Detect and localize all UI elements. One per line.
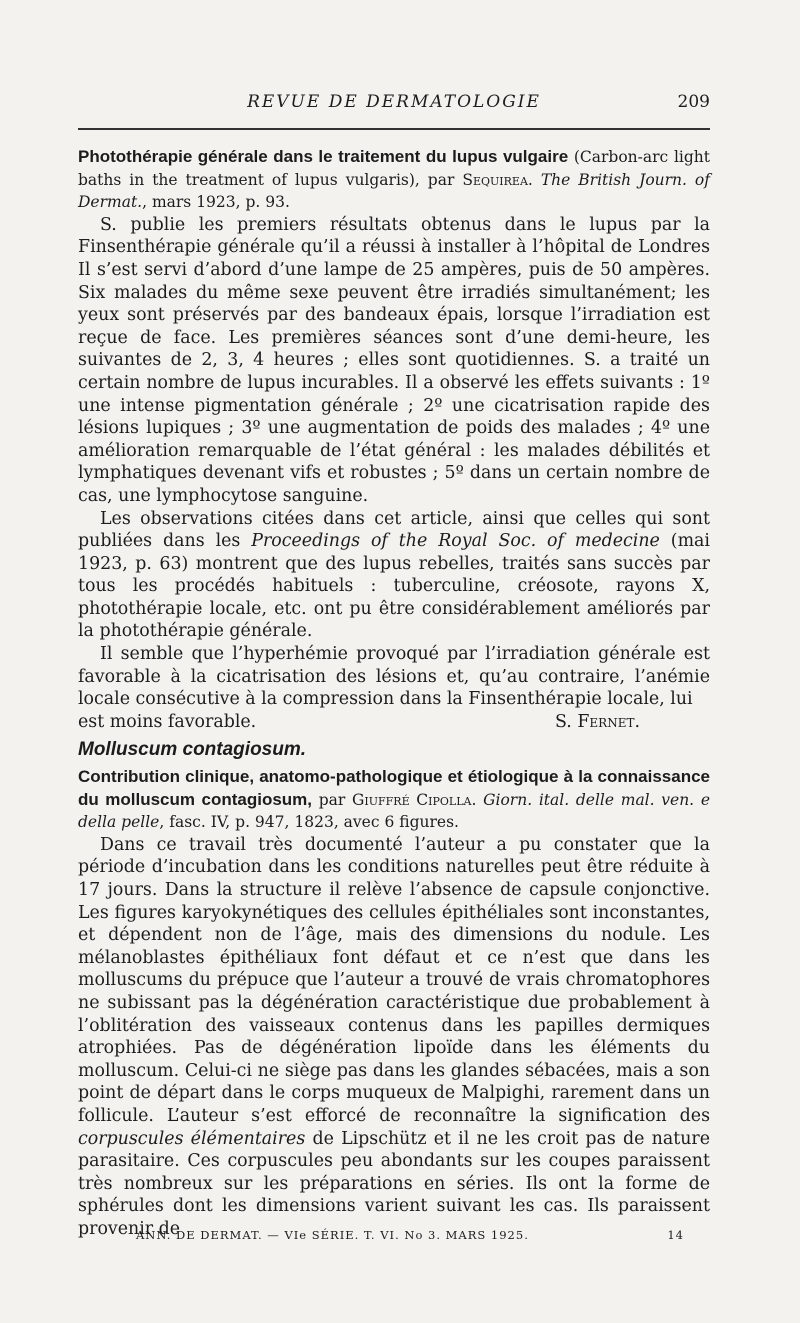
article1-author: Sequirea — [462, 170, 528, 189]
page-header — [78, 92, 710, 116]
article1-signature: S. Fernet. — [554, 711, 640, 732]
article1-ref-part1: (Carbon-arc light baths in the treatment of lupus vulgaris), par — [78, 148, 711, 189]
article2-ref-part2: . — [471, 790, 484, 809]
header-rule — [78, 128, 710, 130]
article2-heading — [78, 766, 710, 834]
article1-p2-italic: Proceedings of the Royal Soc. of medecine — [251, 531, 660, 552]
article2-p1-start: Dans ce travail très documenté l’auteur a pu constater que la période d’incubation dans les conditions naturelles peut être réduite à 17 jours. Dans la structure il relève l’absence de capsule conjonctive. Les figures karyokynétiques des cellules épithéliales sont inconstantes, et dépendent non de l’âge, mais des dimensions du nodule. Les mélanoblastes épithéliaux font défaut et ce n’est que dans les molluscums du prépuce que l’auteur a trouvé de vrais chromatophores ne subissant pas la dégénération caractéristique due probablement à l’oblitération des vaisseaux contenus dans les papilles dermiques atrophiées. Pas de dégénération lipoïde dans les éléments du molluscum. Celui-ci ne siège pas dans les glandes sébacées, mais a son point de départ dans le corps muqueux de Malpighi, rarement dans un follicule. L’auteur s’est efforcé de reconnaître la signification des — [78, 834, 710, 1126]
article1-paragraph-1: S. publie les premiers résultats obtenus dans le lupus par la Finsenthérapie générale qu’il a réussi à installer à l’hôpital de Londres Il s’est servi d’abord d’une lampe de 25 ampères, puis de 50 ampères. Six malades du même sexe peuvent être irradiés simultanément; les yeux sont préservés par des bandeaux épais, lorsque l’irradiation est reçue de face. Les premières séances sont d’une demi-heure, les suivantes de 2, 3, 4 heures ; elles sont quotidiennes. S. a traité un certain nombre de lupus incurables. Il a observé les effets suivants : 1º une intense pigmentation générale ; 2º une cicatrisation rapide des lésions lupiques ; 3º une augmentation de poids des malades ; 4º une amélioration remarquable de l’état général : les malades débilités et lymphatiques devenant vifs et robustes ; 5º dans un certain nombre de cas, une lymphocytose sanguine. — [78, 214, 710, 506]
article1-ref-part3: , mars 1923, p. 93. — [142, 193, 290, 212]
article1-paragraph-2 — [78, 508, 710, 644]
article2-paragraph-1 — [78, 834, 710, 1241]
article2-p1-italic: corpuscules élémentaires — [78, 1128, 306, 1149]
article1-heading — [78, 146, 710, 214]
article2-title: Contribution clinique, anatomo-pathologique et étiologique à la connaissance du molluscum contagiosum, — [78, 767, 710, 809]
article1-title: Photothérapie générale dans le traitement du lupus vulgaire — [78, 147, 569, 166]
footer-citation: ANN. DE DERMAT. — VIe SÉRIE. T. VI. No 3. MARS 1925. — [136, 1228, 529, 1242]
article1-paragraph-3: Il semble que l’hyperhémie provoqué par l’irradiation générale est favorable à la cicatrisation des lésions et, qu’au contraire, l’anémie locale consécutive à la compression dans la Finsenthérapie locale, lui — [78, 644, 710, 710]
article2-journal: Giorn. ital. delle mal. ven. e della pelle — [78, 790, 710, 832]
page-body — [78, 146, 710, 1241]
article2-p1-end: de Lipschütz et il ne les croit pas de nature parasitaire. Ces corpuscules peu abondants sur les coupes paraissent très nombreux sur les préparations en séries. Ils ont la forme de sphérules dont les dimensions varient suivant les cas. Ils paraissent provenir de — [78, 1128, 710, 1239]
section-title: Molluscum contagiosum. — [78, 739, 307, 761]
article1-p3-last: est moins favorable. — [78, 711, 257, 732]
article1-ref-part2: . — [527, 170, 541, 189]
page-number: 209 — [677, 92, 710, 112]
article2-author: Giuffré Cipolla — [352, 790, 472, 809]
article2-ref-part1: par — [312, 790, 353, 809]
footer-signature-mark: 14 — [667, 1228, 684, 1242]
article1-journal: The British Journ. of Dermat. — [78, 170, 711, 212]
article1-closing-line — [78, 711, 710, 734]
article1-p2-end: (mai 1923, p. 63) montrent que des lupus rebelles, traités sans succès par tous les procédés habituels : tuberculine, créosote, rayons X, photothérapie locale, etc. ont pu être considérablement améliorés par la photothérapie générale. — [78, 531, 710, 642]
running-title: REVUE DE DERMATOLOGIE — [247, 92, 541, 112]
article1-p2-start: Les observations citées dans cet article, ainsi que celles qui sont publiées dans les — [78, 508, 710, 552]
article2-ref-part3: , fasc. IV, p. 947, 1823, avec 6 figures. — [159, 813, 459, 832]
